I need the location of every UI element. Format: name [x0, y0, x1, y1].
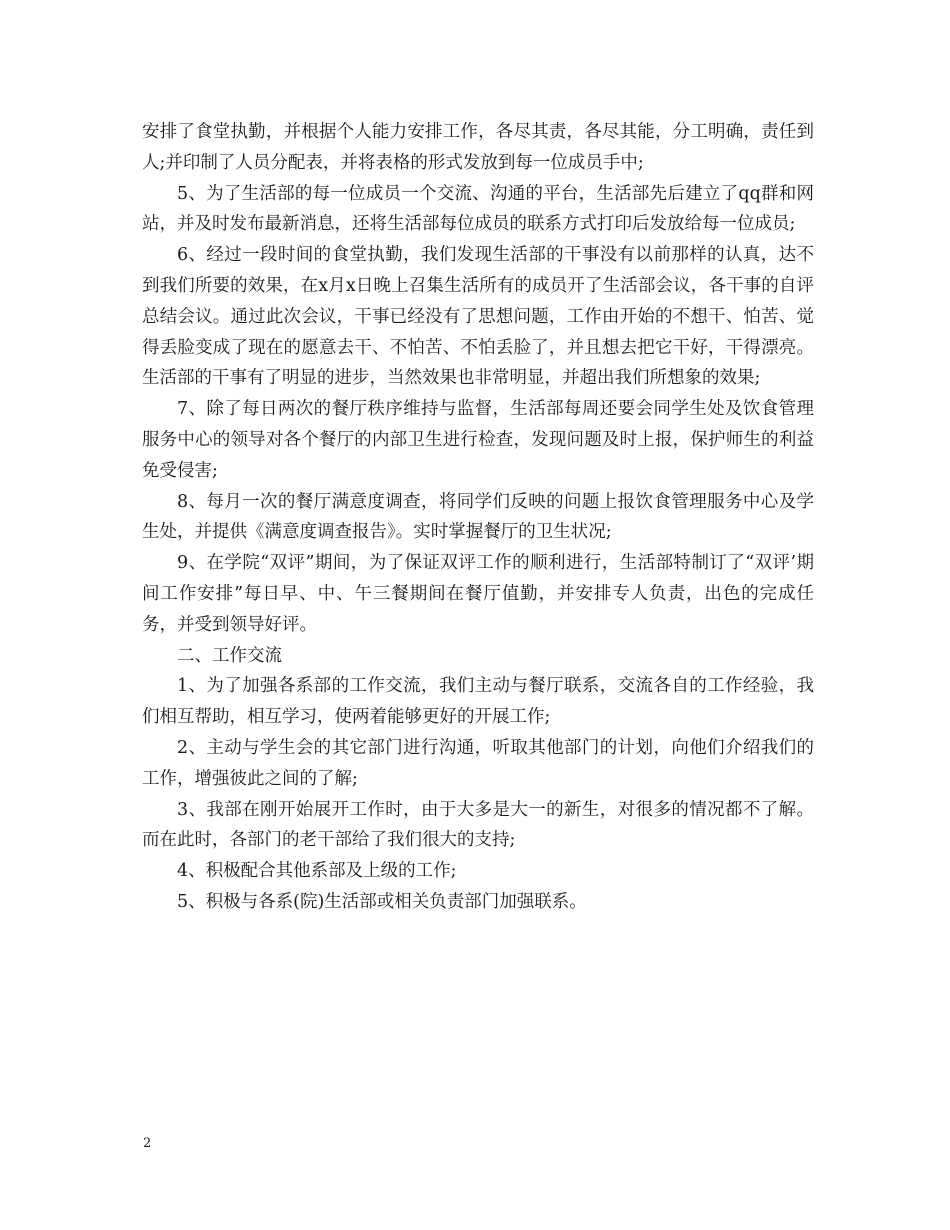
document-body: [142, 117, 814, 918]
exchange-item-2: 2、主动与学生会的其它部门进行沟通，听取其他部门的计划，向他们介绍我们的工作，增强彼此之间的了解;: [142, 737, 814, 789]
exchange-item-1: 1、为了加强各系部的工作交流，我们主动与餐厅联系，交流各自的工作经验，我们相互帮助，相互学习，使两着能够更好的开展工作;: [142, 676, 814, 728]
exchange-item-3: 3、我部在刚开始展开工作时，由于大多是大一的新生，对很多的情况都不了解。而在此时，各部门的老干部给了我们很大的支持;: [142, 799, 814, 851]
paragraph-item-6: 6、经过一段时间的食堂执勤，我们发现生活部的干事没有以前那样的认真，达不到我们所要的效果，在x月x日晚上召集生活所有的成员开了生活部会议，各干事的自评总结会议。通过此次会议，干事已经没有了思想问题，工作由开始的不想干、怕苦、觉得丢脸变成了现在的愿意去干、不怕苦、不怕丢脸了，并且想去把它干好，干得漂亮。生活部的干事有了明显的进步，当然效果也非常明显，并超出我们所想象的效果;: [142, 245, 814, 389]
paragraph-continuation: 安排了食堂执勤，并根据个人能力安排工作，各尽其责，各尽其能，分工明确，责任到人;并印制了人员分配表，并将表格的形式发放到每一位成员手中;: [142, 122, 814, 173]
page-number: 2: [143, 1136, 152, 1151]
paragraph-item-7: 7、除了每日两次的餐厅秩序维持与监督，生活部每周还要会同学生处及饮食管理服务中心的领导对各个餐厅的内部卫生进行检查，发现问题及时上报，保护师生的利益免受侵害;: [142, 399, 814, 481]
paragraph-item-9: 9、在学院“双评”期间，为了保证双评工作的顺利进行，生活部特制订了“双评’期间工作安排”每日早、中、午三餐期间在餐厅值勤，并安排专人负责，出色的完成任务，并受到领导好评。: [142, 553, 814, 635]
paragraph-item-8: 8、每月一次的餐厅满意度调查，将同学们反映的问题上报饮食管理服务中心及学生处，并提供《满意度调查报告》。实时掌握餐厅的卫生状况;: [142, 491, 814, 543]
exchange-item-4: 4、积极配合其他系部及上级的工作;: [177, 861, 457, 882]
section-heading: 二、工作交流: [177, 645, 282, 666]
paragraph-item-5: 5、为了生活部的每一位成员一个交流、沟通的平台，生活部先后建立了qq群和网站，并及时发布最新消息，还将生活部每位成员的联系方式打印后发放给每一位成员;: [142, 183, 814, 235]
exchange-item-5: 5、积极与各系(院)生活部或相关负责部门加强联系。: [177, 891, 587, 912]
